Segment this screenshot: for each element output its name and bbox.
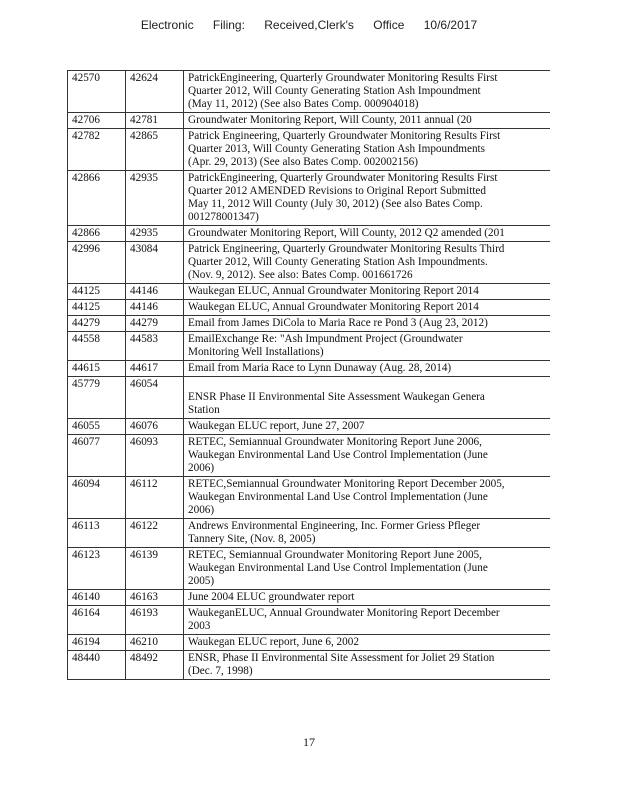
description-cell bbox=[184, 651, 551, 680]
header-electronic: Electronic bbox=[140, 18, 194, 32]
description-line: WaukeganELUC, Annual Groundwater Monitoring Report December bbox=[188, 607, 500, 619]
description-cell bbox=[184, 332, 551, 361]
description-line: RETEC,Semiannual Groundwater Monitoring Report December 2005, bbox=[188, 478, 505, 490]
table-row bbox=[68, 635, 551, 651]
description-cell bbox=[184, 300, 551, 316]
description-line: Station bbox=[188, 404, 220, 416]
table-row bbox=[68, 477, 551, 519]
description-line: Quarter 2013, Will County Generating Station Ash Impoundments bbox=[188, 143, 486, 155]
bates-end-cell: 46054 bbox=[126, 377, 184, 419]
table-row bbox=[68, 332, 551, 361]
description-line: Waukegan ELUC, Annual Groundwater Monitoring Report 2014 bbox=[188, 285, 479, 297]
bates-start-cell: 46113 bbox=[68, 519, 126, 548]
description-cell bbox=[184, 71, 551, 113]
description-line: 2006) bbox=[188, 462, 215, 474]
bates-start-cell: 46055 bbox=[68, 419, 126, 435]
description-cell bbox=[184, 226, 551, 242]
bates-start-cell: 42570 bbox=[68, 71, 126, 113]
table-row bbox=[68, 300, 551, 316]
table-row bbox=[68, 435, 551, 477]
description-line: RETEC, Semiannual Groundwater Monitoring Report June 2006, bbox=[188, 436, 482, 448]
table-row bbox=[68, 651, 551, 680]
bates-start-cell: 46164 bbox=[68, 606, 126, 635]
bates-end-cell: 44146 bbox=[126, 284, 184, 300]
description-cell bbox=[184, 284, 551, 300]
table-row bbox=[68, 606, 551, 635]
bates-end-cell: 46093 bbox=[126, 435, 184, 477]
bates-start-cell: 44279 bbox=[68, 316, 126, 332]
bates-end-cell: 46112 bbox=[126, 477, 184, 519]
table-row bbox=[68, 548, 551, 590]
description-line: Waukegan ELUC report, June 6, 2002 bbox=[188, 636, 359, 648]
table-row bbox=[68, 226, 551, 242]
bates-start-cell: 44125 bbox=[68, 300, 126, 316]
filing-header bbox=[0, 18, 618, 32]
bates-end-cell: 43084 bbox=[126, 242, 184, 284]
description-cell bbox=[184, 316, 551, 332]
description-line: Groundwater Monitoring Report, Will County, 2011 annual (20 bbox=[188, 114, 472, 126]
bates-end-cell: 46163 bbox=[126, 590, 184, 606]
description-line: 2003 bbox=[188, 620, 211, 632]
bates-start-cell: 46094 bbox=[68, 477, 126, 519]
bates-start-cell: 42706 bbox=[68, 113, 126, 129]
table-row bbox=[68, 171, 551, 226]
description-cell bbox=[184, 590, 551, 606]
description-cell bbox=[184, 129, 551, 171]
description-line: (Apr. 29, 2013) (See also Bates Comp. 002002156) bbox=[188, 156, 418, 168]
table-row bbox=[68, 361, 551, 377]
bates-end-cell: 42865 bbox=[126, 129, 184, 171]
description-cell bbox=[184, 242, 551, 284]
bates-start-cell: 46194 bbox=[68, 635, 126, 651]
description-cell bbox=[184, 606, 551, 635]
description-cell bbox=[184, 477, 551, 519]
bates-end-cell: 42781 bbox=[126, 113, 184, 129]
bates-end-cell: 46122 bbox=[126, 519, 184, 548]
description-cell bbox=[184, 377, 551, 419]
table-body bbox=[68, 71, 551, 680]
description-line: ENSR Phase II Environmental Site Assessment Waukegan Genera bbox=[188, 391, 485, 403]
bates-end-cell: 42935 bbox=[126, 171, 184, 226]
table-row bbox=[68, 419, 551, 435]
table-row bbox=[68, 590, 551, 606]
description-line: 001278001347) bbox=[188, 211, 259, 223]
description-line: (May 11, 2012) (See also Bates Comp. 000904018) bbox=[188, 98, 419, 110]
bates-end-cell: 42624 bbox=[126, 71, 184, 113]
description-line: Waukegan ELUC report, June 27, 2007 bbox=[188, 420, 365, 432]
bates-start-cell: 42782 bbox=[68, 129, 126, 171]
table-row bbox=[68, 71, 551, 113]
header-office: Office bbox=[373, 18, 405, 32]
description-cell bbox=[184, 419, 551, 435]
bates-start-cell: 42996 bbox=[68, 242, 126, 284]
header-date: 10/6/2017 bbox=[423, 18, 478, 32]
description-cell bbox=[184, 113, 551, 129]
description-line: Waukegan Environmental Land Use Control Implementation (June bbox=[188, 449, 488, 461]
description-cell bbox=[184, 435, 551, 477]
description-line: Email from James DiCola to Maria Race re Pond 3 (Aug 23, 2012) bbox=[188, 317, 488, 329]
description-cell bbox=[184, 171, 551, 226]
bates-start-cell: 46123 bbox=[68, 548, 126, 590]
header-received: Received,Clerk's bbox=[264, 18, 354, 32]
bates-start-cell: 42866 bbox=[68, 226, 126, 242]
bates-end-cell: 44146 bbox=[126, 300, 184, 316]
description-line: Quarter 2012, Will County Generating Station Ash Impoundments. bbox=[188, 256, 488, 268]
bates-end-cell: 42935 bbox=[126, 226, 184, 242]
bates-start-cell: 44125 bbox=[68, 284, 126, 300]
description-line: Monitoring Well Installations) bbox=[188, 346, 324, 358]
bates-end-cell: 46076 bbox=[126, 419, 184, 435]
bates-start-cell: 48440 bbox=[68, 651, 126, 680]
description-line: Quarter 2012, Will County Generating Station Ash Impoundment bbox=[188, 85, 481, 97]
description-line: Groundwater Monitoring Report, Will County, 2012 Q2 amended (201 bbox=[188, 227, 505, 239]
description-line: PatrickEngineering, Quarterly Groundwater Monitoring Results First bbox=[188, 72, 498, 84]
bates-end-cell: 44617 bbox=[126, 361, 184, 377]
description-line: RETEC, Semiannual Groundwater Monitoring Report June 2005, bbox=[188, 549, 482, 561]
description-line: ENSR, Phase II Environmental Site Assessment for Joliet 29 Station bbox=[188, 652, 495, 664]
description-line: 2006) bbox=[188, 504, 215, 516]
description-line: 2005) bbox=[188, 575, 215, 587]
bates-end-cell: 44583 bbox=[126, 332, 184, 361]
description-line: (Nov. 9, 2012). See also: Bates Comp. 001661726 bbox=[188, 269, 413, 281]
bates-start-cell: 44615 bbox=[68, 361, 126, 377]
bates-end-cell: 44279 bbox=[126, 316, 184, 332]
description-line: May 11, 2012 Will County (July 30, 2012) (See also Bates Comp. bbox=[188, 198, 483, 210]
description-cell bbox=[184, 548, 551, 590]
table-row bbox=[68, 113, 551, 129]
bates-index-table bbox=[67, 70, 550, 680]
bates-start-cell: 42866 bbox=[68, 171, 126, 226]
description-line: June 2004 ELUC groundwater report bbox=[188, 591, 355, 603]
document-table-container bbox=[67, 70, 550, 680]
description-line: Quarter 2012 AMENDED Revisions to Original Report Submitted bbox=[188, 185, 486, 197]
description-line: PatrickEngineering, Quarterly Groundwater Monitoring Results First bbox=[188, 172, 498, 184]
bates-end-cell: 48492 bbox=[126, 651, 184, 680]
description-line: Waukegan Environmental Land Use Control Implementation (June bbox=[188, 562, 488, 574]
description-line: Email from Maria Race to Lynn Dunaway (Aug. 28, 2014) bbox=[188, 362, 452, 374]
description-line: Waukegan ELUC, Annual Groundwater Monitoring Report 2014 bbox=[188, 301, 479, 313]
description-line: Tannery Site, (Nov. 8, 2005) bbox=[188, 533, 316, 545]
description-line bbox=[188, 378, 547, 391]
description-line: Patrick Engineering, Quarterly Groundwater Monitoring Results Third bbox=[188, 243, 505, 255]
description-cell bbox=[184, 635, 551, 651]
table-row bbox=[68, 129, 551, 171]
bates-end-cell: 46139 bbox=[126, 548, 184, 590]
table-row bbox=[68, 284, 551, 300]
description-line: Andrews Environmental Engineering, Inc. Former Griess Pfleger bbox=[188, 520, 481, 532]
description-line: (Dec. 7, 1998) bbox=[188, 665, 253, 677]
bates-start-cell: 44558 bbox=[68, 332, 126, 361]
description-line: Waukegan Environmental Land Use Control Implementation (June bbox=[188, 491, 488, 503]
table-row bbox=[68, 316, 551, 332]
bates-end-cell: 46193 bbox=[126, 606, 184, 635]
header-filing: Filing: bbox=[212, 18, 245, 32]
page-number: 17 bbox=[303, 735, 315, 749]
description-line: Patrick Engineering, Quarterly Groundwater Monitoring Results First bbox=[188, 130, 501, 142]
table-row bbox=[68, 519, 551, 548]
table-row bbox=[68, 242, 551, 284]
table-row bbox=[68, 377, 551, 419]
bates-start-cell: 46077 bbox=[68, 435, 126, 477]
bates-start-cell: 45779 bbox=[68, 377, 126, 419]
bates-end-cell: 46210 bbox=[126, 635, 184, 651]
bates-start-cell: 46140 bbox=[68, 590, 126, 606]
description-cell bbox=[184, 361, 551, 377]
description-cell bbox=[184, 519, 551, 548]
description-line: EmailExchange Re: "Ash Impundment Project (Groundwater bbox=[188, 333, 463, 345]
